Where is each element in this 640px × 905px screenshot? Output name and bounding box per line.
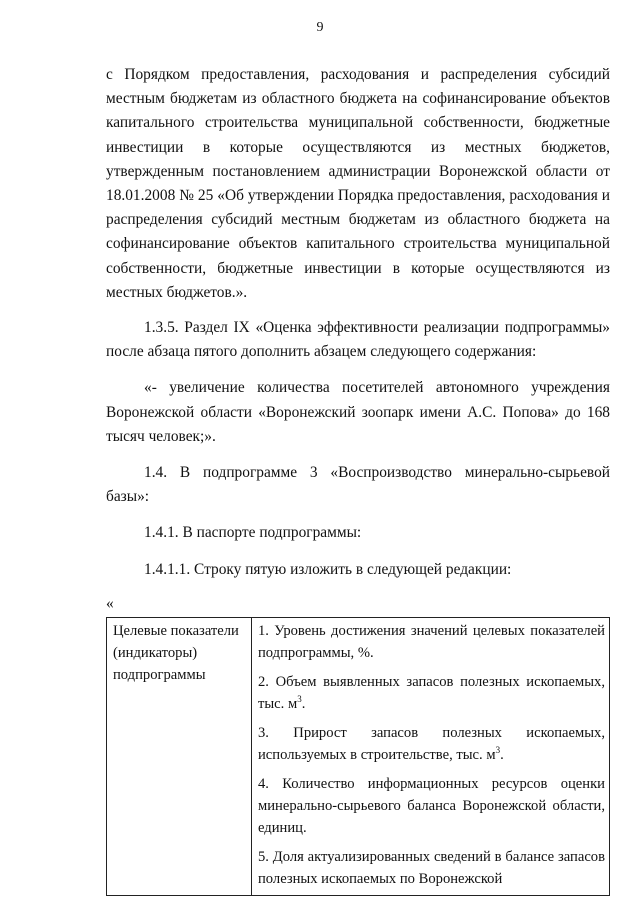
paragraph-procedure-reference: с Порядком предоставления, расходования и распределения субсидий местным бюджетам из областного бюджета на софинансирование объектов капитального строительства муниципальной собственности, бюджетные инвестиции в которые осуществляются из местных бюджетов, утвержденным постановлением администрации Воронежской области от 18.01.2008 № 25 «Об утверждении Порядка предоставления, расходования и распределения субсидий местным бюджетам из областного бюджета на софинансирование объектов капитального строительства муниципальной собственности, бюджетные инвестиции в которые осуществляются из местных бюджетов.». [106, 66, 610, 301]
paragraph-1-4-1: 1.4.1. В паспорте подпрограммы: [144, 524, 362, 542]
indicators-label-cell [107, 617, 252, 895]
table-row [107, 617, 610, 895]
label-line: подпрограммы [113, 666, 206, 683]
opening-quote-mark: « [106, 594, 114, 612]
paragraph-1-4-1-1: 1.4.1.1. Строку пятую изложить в следующей редакции: [144, 560, 512, 578]
superscript-three: 3 [495, 745, 501, 755]
indicator-item-4: 4. Количество информационных ресурсов оценки минерально-сырьевого баланса Воронежской области, единиц. [258, 775, 605, 836]
indicator-item-3-text: 3. Прирост запасов полезных ископаемых, используемых в строительстве, тыс. м [258, 724, 605, 763]
indicator-item-3-end: . [500, 746, 504, 763]
paragraph-zoo-visitors: «- увеличение количества посетителей автономного учреждения Воронежской области «Воронежский зоопарк имени А.С. Попова» до 168 тысяч человек;». [106, 379, 610, 445]
page-number: 9 [316, 20, 324, 35]
indicator-item-2 [258, 671, 605, 715]
document-body [106, 63, 610, 896]
indicator-item-2-text: 2. Объем выявленных запасов полезных ископаемых, тыс. м [258, 673, 605, 712]
paragraph-1-3-5: 1.3.5. Раздел IX «Оценка эффективности реализации подпрограммы» после абзаца пятого дополнить абзацем следующего содержания: [106, 319, 610, 361]
label-line: (индикаторы) [113, 644, 198, 661]
indicator-item-5: 5. Доля актуализированных сведений в балансе запасов полезных ископаемых по Воронежской [258, 848, 605, 887]
target-indicators-table [106, 617, 610, 896]
label-line: Целевые показатели [113, 622, 239, 639]
superscript-three: 3 [297, 694, 302, 704]
indicator-item-2-end: . [301, 695, 306, 712]
paragraph-1-4: 1.4. В подпрограмме 3 «Воспроизводство минерально-сырьевой базы»: [106, 464, 610, 506]
indicator-item-3 [258, 722, 605, 766]
indicator-item-1: 1. Уровень достижения значений целевых показателей подпрограммы, %. [258, 622, 605, 661]
indicators-list-cell [252, 617, 610, 895]
